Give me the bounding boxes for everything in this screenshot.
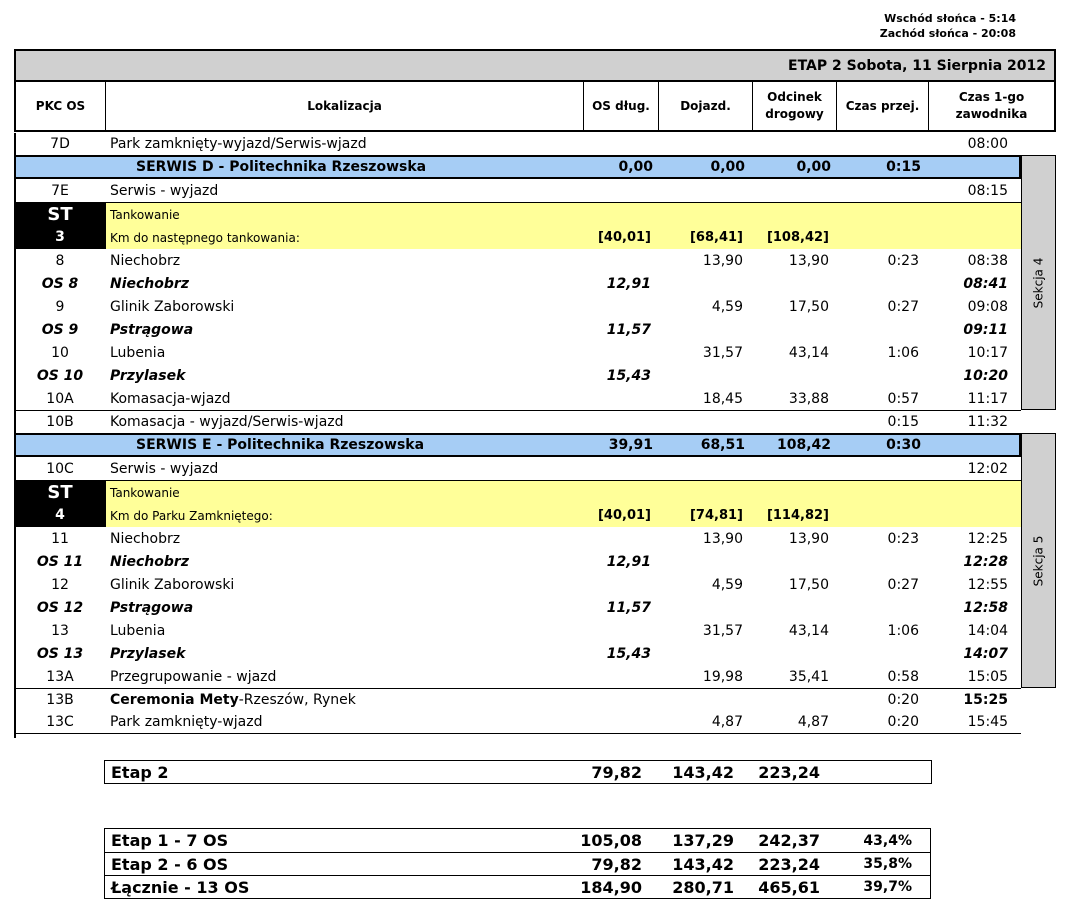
table-row: 10A Komasacja-wjazd 18,45 33,88 0:57 11:17 bbox=[46, 390, 1008, 407]
table-row: 13A Przegrupowanie - wjazd 19,98 35,41 0:58 15:05 bbox=[46, 668, 1008, 685]
table-row: 8 Niechobrz 13,90 13,90 0:23 08:38 bbox=[55, 252, 1008, 269]
totals-row: Etap 1 - 7 OS 105,08 137,29 242,37 43,4% bbox=[111, 831, 912, 850]
table-row: OS 13 Przylasek 15,43 14:07 bbox=[36, 645, 1008, 662]
refuel-row-st3: ST 3 Tankowanie Km do następnego tankowania: [40,01] [68,41] [108,42] bbox=[14, 202, 1021, 249]
table-row: 13C Park zamknięty-wjazd 4,87 4,87 0:20 15:45 bbox=[14, 711, 1021, 734]
header-czas-first: Czas 1-go zawodnika bbox=[955, 90, 1028, 121]
serwis-d-row: SERWIS D - Politechnika Rzeszowska 0,00 0,00 0,00 0:15 bbox=[14, 155, 1021, 179]
section-4-rows bbox=[14, 249, 1056, 410]
table-row: 13B Ceremonia Mety-Rzeszów, Rynek 0:20 15:25 bbox=[14, 688, 1021, 711]
table-row: 7E Serwis - wyjazd 08:15 bbox=[51, 182, 1008, 199]
header-dojazd: Dojazd. bbox=[659, 82, 753, 130]
table-row: OS 12 Pstrągowa 11,57 12:58 bbox=[36, 599, 1008, 616]
totals-row: Etap 2 - 6 OS 79,82 143,42 223,24 35,8% bbox=[105, 852, 930, 875]
st-badge: ST 3 bbox=[14, 203, 106, 249]
table-row: OS 8 Niechobrz 12,91 08:41 bbox=[41, 275, 1008, 292]
header-czas-przej: Czas przej. bbox=[837, 82, 929, 130]
section-5-label: Sekcja 5 bbox=[1021, 433, 1056, 688]
table-row: 13 Lubenia 31,57 43,14 1:06 14:04 bbox=[51, 622, 1008, 639]
sunrise-text: Wschód słońca - 5:14 bbox=[884, 12, 1016, 25]
table-row: 12 Glinik Zaborowski 4,59 17,50 0:27 12:55 bbox=[51, 576, 1008, 593]
table-row: OS 11 Niechobrz 12,91 12:28 bbox=[36, 553, 1008, 570]
refuel-row-st4: ST 4 Tankowanie Km do Parku Zamkniętego: [40,01] [74,81] [114,82] bbox=[14, 480, 1021, 527]
section-4-label: Sekcja 4 bbox=[1021, 155, 1056, 410]
header-odcinek: Odcinek drogowy bbox=[753, 82, 837, 130]
itinerary-table bbox=[14, 49, 1056, 734]
table-row: 9 Glinik Zaborowski 4,59 17,50 0:27 09:08 bbox=[55, 298, 1008, 315]
etap-title: ETAP 2 Sobota, 11 Sierpnia 2012 bbox=[14, 49, 1056, 82]
table-row: 11 Niechobrz 13,90 13,90 0:23 12:25 bbox=[51, 530, 1008, 547]
table-row: 10C Serwis - wyjazd 12:02 bbox=[46, 460, 1008, 477]
header-lokalizacja: Lokalizacja bbox=[106, 82, 584, 130]
totals-table bbox=[104, 828, 931, 899]
header-pkc: PKC OS bbox=[16, 82, 106, 130]
section-5-rows bbox=[14, 527, 1056, 688]
table-row: 10B Komasacja - wyjazd/Serwis-wjazd 0:15 11:32 bbox=[14, 410, 1021, 433]
serwis-e-row: SERWIS E - Politechnika Rzeszowska 39,91 68,51 108,42 0:30 bbox=[14, 433, 1021, 457]
header-os-dlug: OS dług. bbox=[584, 82, 659, 130]
etap-summary: Etap 2 79,82 143,42 223,24 bbox=[104, 760, 932, 784]
table-row: OS 10 Przylasek 15,43 10:20 bbox=[36, 367, 1008, 384]
st-badge: ST 4 bbox=[14, 481, 106, 527]
sunset-text: Zachód słońca - 20:08 bbox=[879, 27, 1016, 40]
table-row: 7D Park zamknięty-wyjazd/Serwis-wjazd 08:00 bbox=[50, 135, 1008, 152]
table-row: 10 Lubenia 31,57 43,14 1:06 10:17 bbox=[51, 344, 1008, 361]
table-header bbox=[14, 82, 1056, 132]
totals-row: Łącznie - 13 OS 184,90 280,71 465,61 39,7% bbox=[105, 875, 930, 898]
table-row: OS 9 Pstrągowa 11,57 09:11 bbox=[41, 321, 1008, 338]
